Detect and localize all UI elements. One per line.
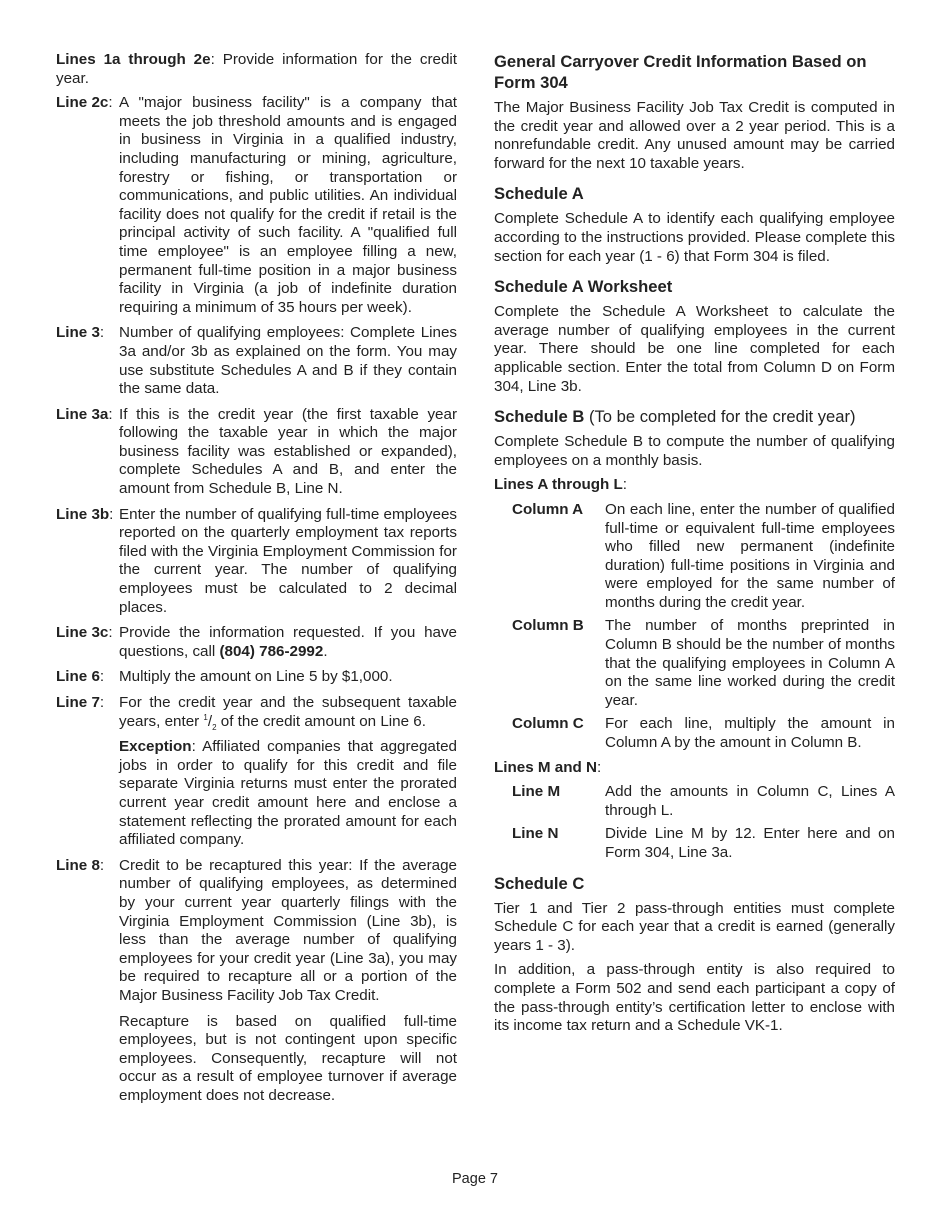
column-a-row	[512, 501, 895, 613]
column-c-text: For each line, multiply the amount in Column A by the amount in Column B.	[605, 715, 895, 752]
line-7-label: Line 7	[56, 694, 100, 711]
column-a-label: Column A	[512, 500, 584, 518]
line-n-row	[512, 825, 895, 862]
schedule-b-text: Complete Schedule B to compute the number of qualifying employees on a monthly basis.	[494, 433, 895, 469]
column-b-text: The number of months preprinted in Column B should be the number of months that the qualifying employees in Column A on the same line worked during the credit year.	[605, 617, 895, 709]
line-7-text-a: For the credit year and the subsequent taxable years, enter	[119, 694, 457, 730]
line-n-label: Line N	[512, 825, 559, 843]
lines-m-n-label-text: Lines M and N	[494, 758, 597, 776]
line-3c: Line 3c: Provide the information requested. If you have questions, call (804) 786-2992.	[56, 624, 457, 660]
column-b-label: Column B	[512, 617, 584, 635]
line-3c-end: .	[323, 642, 328, 660]
line-8-text: Credit to be recaptured this year: If the average number of qualifying employees, as determined by your current year quarterly filings with the Virginia Employment Commission (Line 3b), is less than the average number of qualifying employees for your credit year (Line 3a), you may be required to recapture all or a portion of the Major Business Facility Job Tax Credit.	[119, 856, 457, 1004]
fraction-denominator: 2	[212, 722, 217, 732]
left-column	[56, 51, 457, 1112]
column-c-label: Column C	[512, 715, 584, 733]
line-2c-text: A "major business facility" is a company that meets the job threshold amounts and is engaged in business in Virginia in a qualified industry, including manufacturing or mining, agriculture, forestry or fishing, or transportation or communications, and public utilities. An individual facility does not qualify for the credit if retail is the principal activity of such facility. A "qualified full time employee" is an employee filling a new, permanent full-time position in a major business facility in Virginia (a job of indefinite duration requiring a minimum of 35 hours per week).	[119, 94, 457, 316]
general-carryover-text: The Major Business Facility Job Tax Credit is computed in the credit year and allowed over a 2 year period. This is a nonrefundable credit. Any unused amount may be carried forward for the next 10 taxable years.	[494, 99, 895, 172]
exception-label: Exception	[119, 738, 192, 756]
line-m-row	[512, 783, 895, 820]
general-carryover-heading: General Carryover Credit Information Based on Form 304	[494, 52, 867, 92]
schedule-a-text: Complete Schedule A to identify each qualifying employee according to the instructions provided. Please complete this section for each year (1 - 6) that Form 304 is filed.	[494, 210, 895, 265]
schedule-c-text-1: Tier 1 and Tier 2 pass-through entities must complete Schedule C for each year that a credit is earned (generally years 1 - 3).	[494, 899, 895, 954]
lines-m-and-n-label	[494, 759, 895, 778]
column-c-row	[512, 715, 895, 752]
lines-a-l-colon: :	[622, 476, 628, 494]
schedule-a-heading: Schedule A	[494, 184, 584, 204]
schedule-a-worksheet-text: Complete the Schedule A Worksheet to calculate the average number of qualifying employees in the current year. There should be one line completed for each applicable section. Enter the total from Column D on Form 304, Line 3b.	[494, 303, 895, 395]
line-m-text: Add the amounts in Column C, Lines A through L.	[605, 783, 895, 819]
schedule-c-text-2: In addition, a pass-through entity is also required to complete a Form 502 and send each participant a copy of the pass-through entity’s certification letter to enclose with its income tax return and a Schedule VK-1.	[494, 961, 895, 1035]
line-3a: Line 3a: If this is the credit year (the first taxable year following the taxable year in which the major business facility was established or expanded), complete Schedules A and B, and enter the amount from Schedule B, Line N.	[56, 405, 457, 498]
schedule-b-note: (To be completed for the credit year)	[584, 407, 856, 427]
schedule-a-worksheet-heading: Schedule A Worksheet	[494, 277, 673, 297]
line-n-text: Divide Line M by 12. Enter here and on Form 304, Line 3a.	[605, 825, 895, 861]
line-3a-label: Line 3a	[56, 405, 109, 423]
line-8: Line 8: Credit to be recaptured this year: If the average number of qualifying employees, as determined by your current year quarterly filings with the Virginia Employment Commission (Line 3b), is less than the average number of qualifying employees for your credit year (Line 3a), you may be required to recapture all or a portion of the Major Business Facility Job Tax Credit.	[56, 856, 457, 1004]
schedule-b-heading	[494, 406, 895, 427]
page-number: Page 7	[452, 1171, 498, 1187]
recapture-paragraph: Recapture is based on qualified full-time employees, but is not contingent upon specific employees. Consequently, recapture will not occur as a result of employee turnover if average employment does not decrease.	[119, 1012, 457, 1104]
line-6-text: Multiply the amount on Line 5 by $1,000.	[119, 668, 393, 686]
column-b-row	[512, 617, 895, 710]
line-m-label: Line M	[512, 783, 561, 801]
line-3c-label: Line 3c	[56, 624, 109, 642]
lines-a-through-l-label	[494, 476, 895, 495]
line-2c: Line 2c: A "major business facility" is a company that meets the job threshold amounts and is engaged in business in Virginia in a qualified industry, including manufacturing or mining, agriculture, forestry or fishing, or transportation or communications, and public utilities. An individual facility does not qualify for the credit if retail is the principal activity of such facility. A "qualified full time employee" is an employee filling a new, permanent full-time position in a major business facility in Virginia (a job of indefinite duration requiring a minimum of 35 hours per week).	[56, 94, 457, 316]
line-3-text: Number of qualifying employees: Complete Lines 3a and/or 3b as explained on the form. You may use substitute Schedules A and B if they contain the same data.	[119, 324, 457, 398]
line-2c-label: Line 2c	[56, 94, 109, 112]
line-3a-text: If this is the credit year (the first taxable year following the taxable year in which the major business facility was established or expanded), complete Schedules A and B, and enter the amount from Schedule B, Line N.	[119, 405, 457, 498]
schedule-c-heading: Schedule C	[494, 873, 585, 893]
line-8-label: Line 8	[56, 856, 100, 874]
line-7-text-b: of the credit amount on Line 6.	[216, 712, 426, 730]
lines-m-n-colon: :	[596, 758, 602, 776]
column-a-text: On each line, enter the number of qualified full-time or equivalent full-time employees who filled new permanent (indefinite duration) full-time positions in Virginia and were employed for the same number of months during the credit year.	[605, 500, 895, 611]
intro-text: : Provide information for the credit year.	[56, 51, 458, 87]
line-6: Line 6: Multiply the amount on Line 5 by $1,000.	[56, 668, 457, 687]
intro-label: Lines 1a through 2e	[56, 51, 211, 68]
line-7: Line 7: For the credit year and the subsequent taxable years, enter $^1/_2$ of the credit amount on Line 6.	[56, 694, 457, 732]
line-3: Line 3: Number of qualifying employees: Complete Lines 3a and/or 3b as explained on the form. You may use substitute Schedules A and B if they contain the same data.	[56, 324, 457, 398]
lines-a-l-label-text: Lines A through L	[494, 476, 623, 494]
schedule-b-title: Schedule B	[494, 407, 585, 427]
phone-number: (804) 786-2992	[219, 642, 324, 660]
right-column	[494, 51, 895, 1042]
intro-paragraph	[56, 51, 457, 88]
fraction-numerator: 1	[203, 712, 208, 722]
line-3-label: Line 3	[56, 324, 100, 342]
line-3b: Line 3b: Enter the number of qualifying full-time employees reported on the quarterly employment tax reports filed with the Virginia Employment Commission for the current year. The number of qualifying employees must be calculated to 2 decimal places.	[56, 505, 457, 616]
line-6-label: Line 6	[56, 668, 100, 686]
line-3b-text: Enter the number of qualifying full-time employees reported on the quarterly employment tax reports filed with the Virginia Employment Commission for the current year. The number of qualifying employees must be calculated to 2 decimal places.	[119, 505, 457, 616]
fraction-slash: /	[207, 712, 213, 730]
exception-text: : Affiliated companies that aggregated jobs in order to qualify for this credit and file separate Virginia returns must enter the prorated current year credit amount here and enclose a statement reflecting the prorated amount for each affiliated company.	[119, 738, 457, 849]
line-3b-label: Line 3b	[56, 505, 110, 523]
exception-paragraph	[119, 738, 457, 850]
line-3c-text: Provide the information requested. If you have questions, call	[119, 624, 457, 660]
